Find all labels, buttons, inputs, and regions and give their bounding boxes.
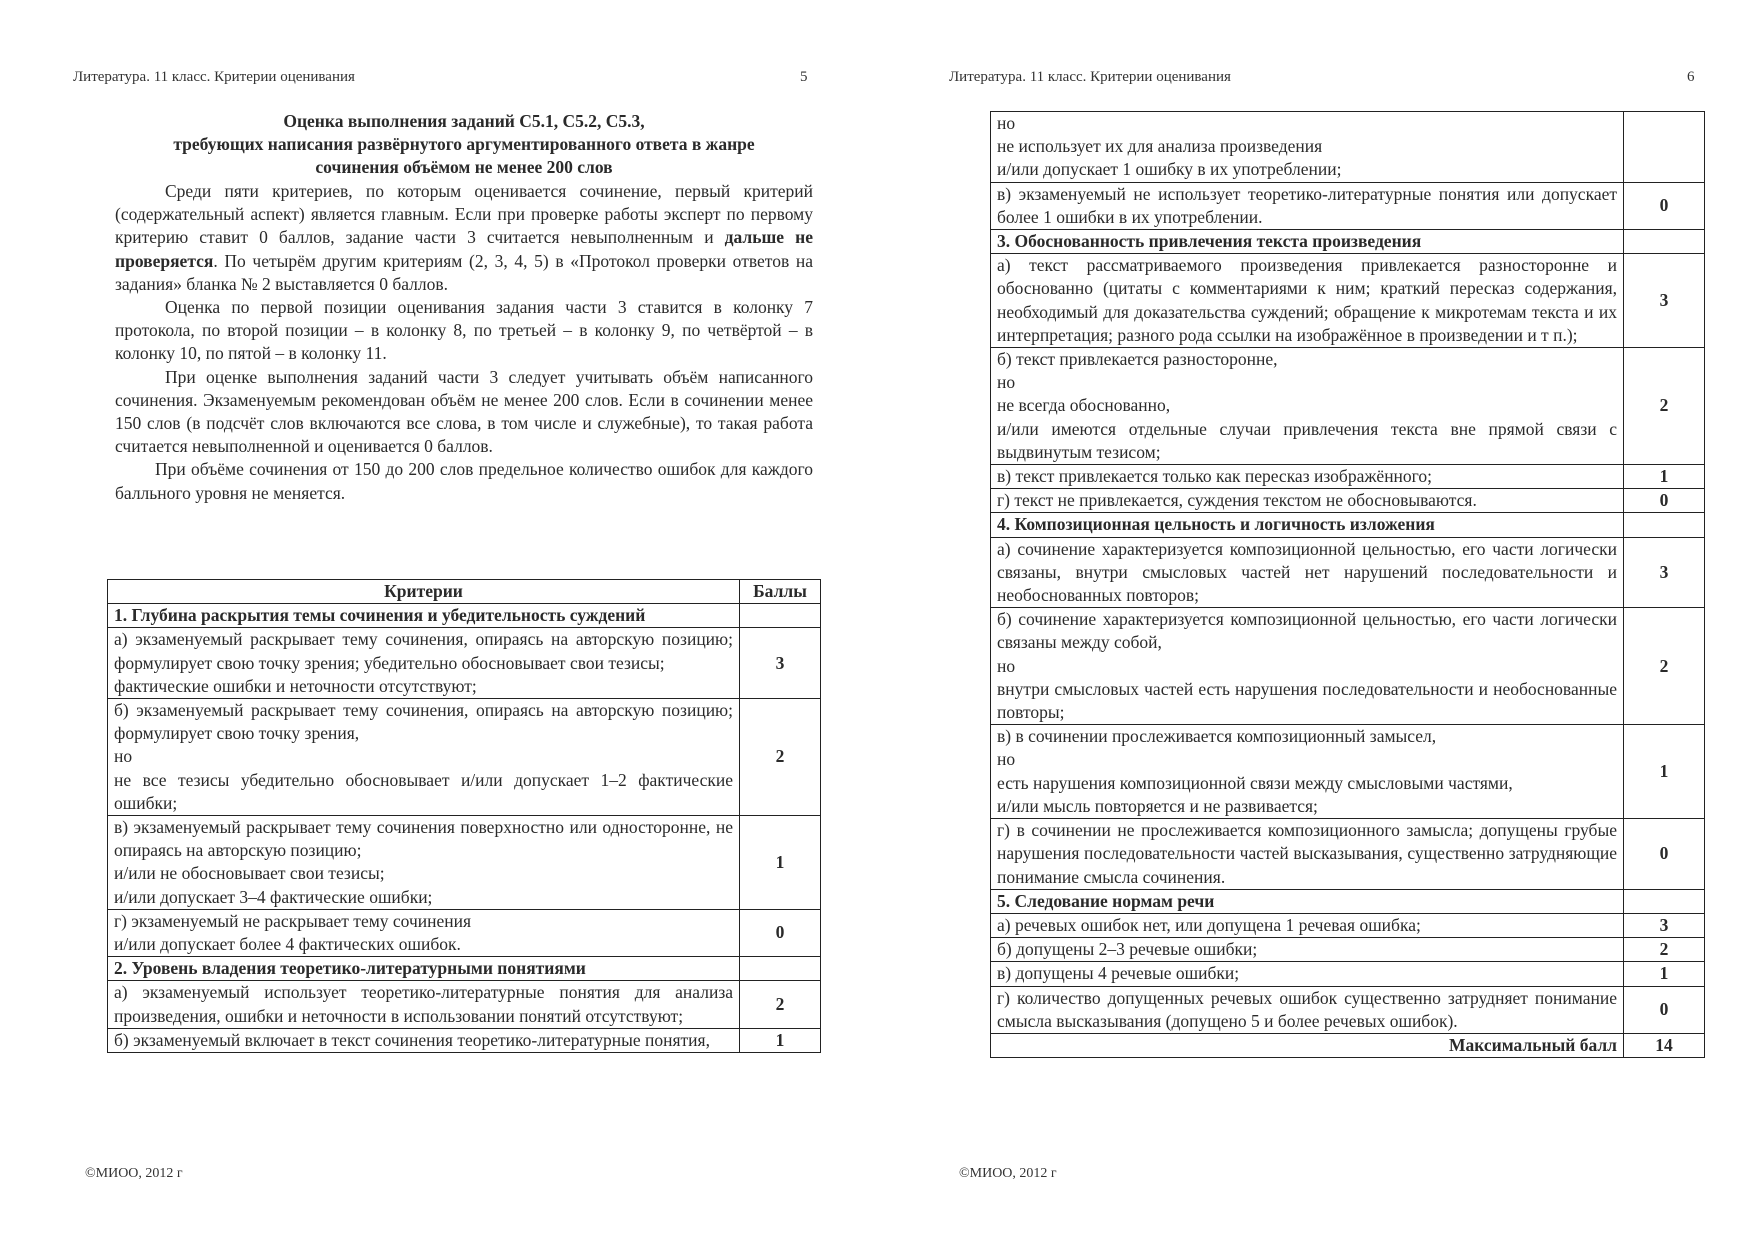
criterion-description [991, 986, 1624, 1033]
score-cell [740, 604, 821, 628]
description-line: г) экзаменуемый не раскрывает тему сочинения [114, 910, 472, 931]
criteria-table [107, 579, 821, 1053]
criteria-table-continued [990, 111, 1705, 1058]
table-row [991, 489, 1705, 513]
table-row [991, 608, 1705, 725]
score-cell: 1 [740, 816, 821, 910]
description-line: и/или не обосновывает свои тезисы; [114, 863, 385, 884]
description-line: фактические ошибки и неточности отсутствуют; [114, 675, 477, 696]
description-line: но [997, 749, 1016, 770]
max-score-row [991, 1033, 1705, 1057]
table-row [108, 628, 821, 699]
criterion-description [991, 465, 1624, 489]
section-title [115, 110, 813, 180]
paragraph [115, 180, 813, 296]
criterion-description [991, 489, 1624, 513]
footer-copyright: ©МИОО, 2012 г [959, 1166, 1057, 1181]
description-line: и/или имеются отдельные случаи привлечения текста вне прямой связи с выдвинутым тезисом; [997, 418, 1617, 462]
criterion-description [991, 913, 1624, 937]
score-cell: 1 [1624, 725, 1705, 819]
score-cell: 1 [1624, 962, 1705, 986]
score-cell: 3 [1624, 254, 1705, 348]
max-score-label: Максимальный балл [991, 1033, 1624, 1057]
table-row [991, 986, 1705, 1033]
page-number: 5 [800, 69, 808, 85]
criterion-description [991, 819, 1624, 890]
description-line: г) в сочинении не прослеживается композиционного замысла; допущены грубые нарушения последовательности частей высказывания, существенно затрудняющие понимание смысла сочинения. [997, 820, 1617, 887]
description-line: и/или допускает 1 ошибку в их употреблении; [997, 159, 1342, 180]
description-line: г) количество допущенных речевых ошибок существенно затрудняет понимание смысла высказывания (допущено 5 и более речевых ошибок). [997, 987, 1617, 1031]
criterion-description [991, 182, 1624, 229]
table-row [991, 348, 1705, 465]
score-cell: 2 [740, 699, 821, 816]
table-header-row [108, 580, 821, 604]
table-row [991, 537, 1705, 608]
column-header-score: Баллы [740, 580, 821, 604]
criterion-title: 2. Уровень владения теоретико-литературными понятиями [108, 957, 740, 981]
criterion-title: 4. Композиционная цельность и логичность изложения [991, 513, 1624, 537]
description-line: б) экзаменуемый раскрывает тему сочинения, опираясь на авторскую позицию; формулирует свою точку зрения, [114, 700, 733, 744]
table-row [108, 816, 821, 910]
table-row [991, 725, 1705, 819]
criterion-title: 1. Глубина раскрытия темы сочинения и убедительность суждений [108, 604, 740, 628]
criterion-section-row [108, 957, 821, 981]
table-row [108, 699, 821, 816]
paragraph: При объёме сочинения от 150 до 200 слов предельное количество ошибок для каждого балльного уровня не меняется. [115, 459, 813, 503]
criterion-section-row [108, 604, 821, 628]
description-line: а) экзаменуемый раскрывает тему сочинения, опираясь на авторскую позицию; формулирует свою точку зрения; убедительно обосновывает свои тезисы; [114, 629, 733, 673]
score-cell: 1 [1624, 465, 1705, 489]
max-score-value: 14 [1624, 1033, 1705, 1057]
text: Среди пяти критериев, по которым оценивается сочинение, первый критерий (содержательный аспект) является главным. Если при проверке работы эксперт по первому критерию ставит 0 баллов, задание части 3 считается невыполненным и [115, 181, 813, 248]
description-line: в) экзаменуемый не использует теоретико-литературные понятия или допускает более 1 ошибки в их употреблении. [997, 183, 1617, 227]
criterion-description [108, 816, 740, 910]
table-row [991, 819, 1705, 890]
criterion-description [991, 725, 1624, 819]
description-line: но [997, 655, 1016, 676]
description-line: б) допущены 2–3 речевые ошибки; [997, 939, 1258, 960]
table-row [108, 1028, 821, 1052]
criterion-description [991, 348, 1624, 465]
description-line: а) текст рассматриваемого произведения привлекается разносторонне и обоснованно (цитаты с комментариями к ним; краткий пересказ содержания, необходимый для доказательства суждений; обращение к микротемам текста и их интерпретация; разного рода ссылки на изображённое в произведении и т п.); [997, 255, 1617, 345]
criterion-description [991, 537, 1624, 608]
criterion-title: 5. Следование нормам речи [991, 889, 1624, 913]
table-row [991, 913, 1705, 937]
criterion-description [108, 628, 740, 699]
score-cell: 2 [1624, 938, 1705, 962]
bold-text: дальше не проверяется [115, 227, 813, 271]
table-row [991, 112, 1705, 183]
table-row [108, 981, 821, 1028]
description-line: и/или допускает более 4 фактических ошибок. [114, 934, 461, 955]
paragraph: При оценке выполнения заданий части 3 следует учитывать объём написанного сочинения. Экзаменуемым рекомендован объём не менее 200 слов. Если в сочинении менее 150 слов (в подсчёт слов включаются все слова, в том числе и служебные), то такая работа считается невыполненной и оценивается 0 баллов. [115, 366, 813, 457]
table-row [991, 254, 1705, 348]
criterion-description [991, 608, 1624, 725]
table-row [991, 962, 1705, 986]
criterion-section-row [991, 230, 1705, 254]
criterion-section-row [991, 889, 1705, 913]
description-line: а) сочинение характеризуется композиционной цельностью, его части логически связаны, внутри смысловых частей нет нарушений последовательности и необоснованных повторов; [997, 538, 1617, 606]
description-line: а) экзаменуемый использует теоретико-литературные понятия для анализа произведения, ошибки и неточности в использовании понятий отсутствуют; [114, 982, 733, 1026]
score-cell: 3 [1624, 537, 1705, 608]
description-line: в) экзаменуемый раскрывает тему сочинения поверхностно или односторонне, не опираясь на авторскую позицию; [114, 817, 733, 861]
score-cell: 0 [1624, 489, 1705, 513]
description-line: не всегда обоснованно, [997, 395, 1171, 416]
score-cell: 0 [1624, 182, 1705, 229]
score-cell [1624, 513, 1705, 537]
title-line: сочинения объёмом не менее 200 слов [315, 157, 613, 178]
criterion-description [991, 112, 1624, 183]
criterion-description [108, 1028, 740, 1052]
score-cell: 3 [1624, 913, 1705, 937]
running-header: Литература. 11 класс. Критерии оценивания [73, 69, 355, 85]
description-line: не все тезисы убедительно обосновывает и/или допускает 1–2 фактические ошибки; [114, 769, 733, 813]
criterion-section-row [991, 513, 1705, 537]
description-line: но [997, 372, 1016, 393]
description-line: в) допущены 4 речевые ошибки; [997, 963, 1240, 984]
intro-text [115, 180, 813, 505]
table-row [991, 182, 1705, 229]
score-cell [1624, 112, 1705, 183]
description-line: но [997, 113, 1016, 133]
table-row [991, 938, 1705, 962]
description-line: но [114, 746, 133, 767]
description-line: в) в сочинении прослеживается композиционный замысел, [997, 726, 1437, 747]
page-number: 6 [1687, 69, 1695, 85]
running-header: Литература. 11 класс. Критерии оценивания [949, 69, 1231, 85]
text: . По четырём другим критериям (2, 3, 4, 5) в «Протокол проверки ответов на задания» бланка № 2 выставляется 0 баллов. [115, 250, 813, 294]
description-line: б) сочинение характеризуется композиционной цельностью, его части логически связаны между собой, [997, 609, 1617, 653]
score-cell: 3 [740, 628, 821, 699]
score-cell: 1 [740, 1028, 821, 1052]
criterion-description [991, 962, 1624, 986]
description-line: внутри смысловых частей есть нарушения последовательности и необоснованные повторы; [997, 678, 1617, 723]
description-line: б) экзаменуемый включает в текст сочинения теоретико-литературные понятия, [114, 1029, 710, 1050]
title-line: Оценка выполнения заданий С5.1, С5.2, С5.3, [283, 111, 645, 131]
table-row [108, 909, 821, 956]
criterion-description [991, 254, 1624, 348]
description-line: и/или мысль повторяется и не развивается; [997, 795, 1318, 816]
description-line: не использует их для анализа произведения [997, 136, 1323, 157]
criterion-description [108, 981, 740, 1028]
score-cell [740, 957, 821, 981]
description-line: есть нарушения композиционной связи между смысловыми частями, [997, 772, 1513, 793]
score-cell: 2 [1624, 608, 1705, 725]
footer-copyright: ©МИОО, 2012 г [85, 1166, 183, 1181]
criterion-title: 3. Обоснованность привлечения текста произведения [991, 230, 1624, 254]
criterion-description [991, 938, 1624, 962]
score-cell: 0 [1624, 819, 1705, 890]
description-line: г) текст не привлекается, суждения текстом не обосновываются. [997, 490, 1477, 511]
score-cell: 0 [1624, 986, 1705, 1033]
title-line: требующих написания развёрнутого аргументированного ответа в жанре [173, 134, 755, 155]
column-header-criteria: Критерии [108, 580, 740, 604]
table-row [991, 465, 1705, 489]
score-cell: 0 [740, 909, 821, 956]
description-line: а) речевых ошибок нет, или допущена 1 речевая ошибка; [997, 914, 1421, 935]
right-page [877, 0, 1754, 1239]
score-cell: 2 [1624, 348, 1705, 465]
score-cell [1624, 230, 1705, 254]
criterion-description [108, 699, 740, 816]
score-cell [1624, 889, 1705, 913]
description-line: б) текст привлекается разносторонне, [997, 349, 1278, 370]
description-line: и/или допускает 3–4 фактические ошибки; [114, 886, 433, 907]
description-line: в) текст привлекается только как пересказ изображённого; [997, 466, 1433, 487]
paragraph: Оценка по первой позиции оценивания задания части 3 ставится в колонку 7 протокола, по второй позиции – в колонку 8, по третьей – в колонку 9, по четвёртой – в колонку 10, по пятой – в колонку 11. [115, 297, 813, 364]
score-cell: 2 [740, 981, 821, 1028]
criterion-description [108, 909, 740, 956]
